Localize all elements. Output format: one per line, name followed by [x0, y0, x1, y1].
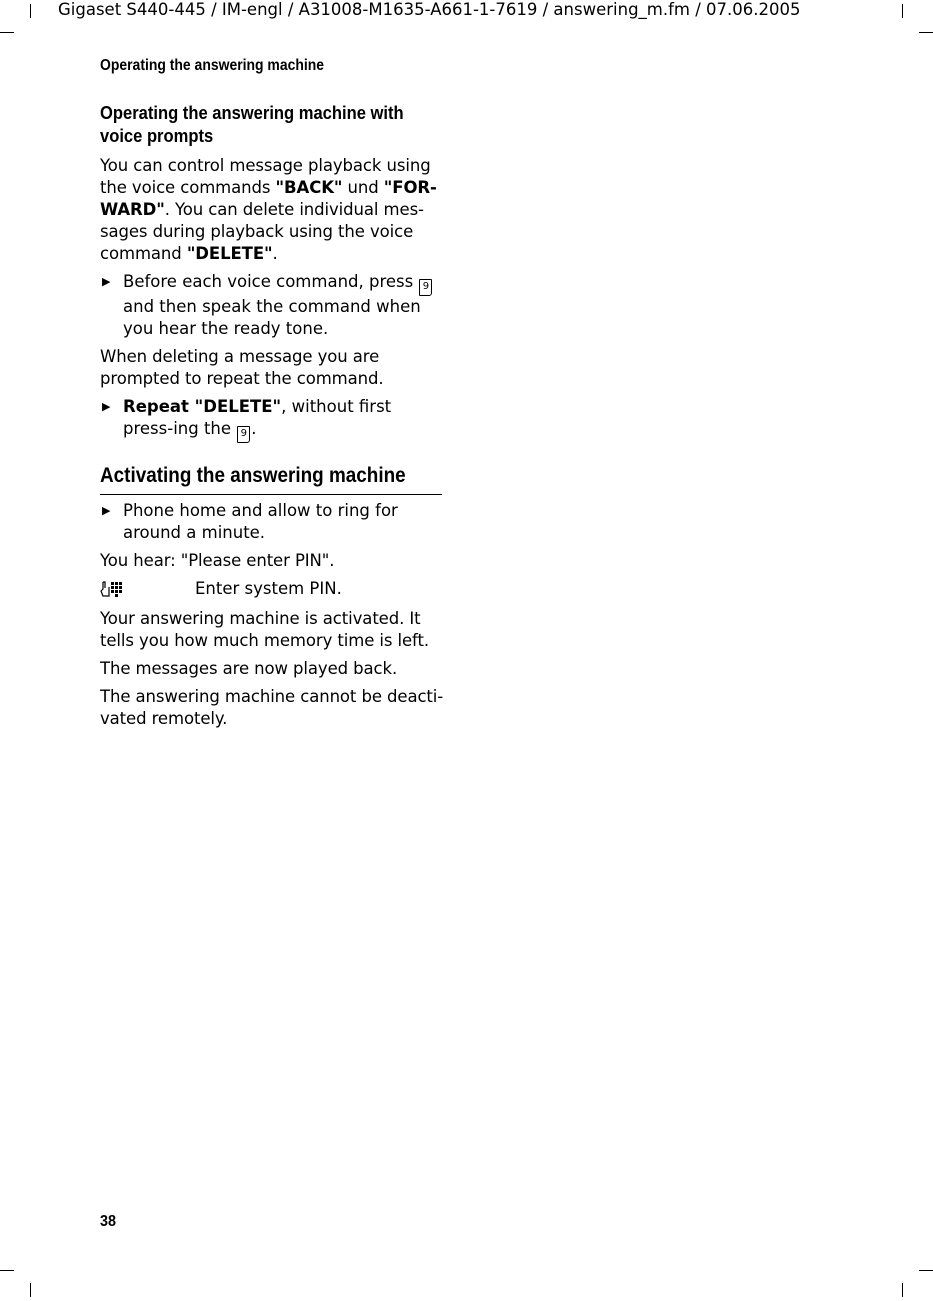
section-title-activating: Activating the answering machine	[100, 463, 442, 495]
crop-mark	[30, 1283, 31, 1297]
delete-paragraph: When deleting a message you are prompted to repeat the command.	[100, 347, 384, 388]
page-content	[100, 102, 445, 736]
pin-step-text: Enter system PIN.	[195, 579, 342, 598]
document-header: Gigaset S440-445 / IM-engl / A31008-M1635-A661-1-7619 / answering_m.fm / 07.06.2005	[58, 0, 801, 19]
crop-mark	[0, 32, 14, 33]
crop-mark	[902, 1283, 903, 1297]
command-delete: "DELETE"	[186, 244, 273, 263]
bullet-arrow-icon: ▶	[102, 400, 111, 413]
key-9-icon: 9	[237, 426, 250, 443]
crop-mark	[30, 4, 31, 18]
keypad-hand-icon	[100, 581, 124, 598]
crop-mark	[919, 32, 933, 33]
pin-prompt-paragraph: You hear: "Please enter PIN".	[100, 551, 335, 570]
list-item: ▶ Phone home and allow to ring for around a minute.	[102, 501, 398, 542]
activated-paragraph: Your answering machine is activated. It tells you how much memory time is left.	[100, 609, 429, 650]
bullet-arrow-icon: ▶	[102, 275, 111, 288]
crop-mark	[902, 4, 903, 18]
deactivate-paragraph: The answering machine cannot be deacti-vated remotely.	[100, 687, 444, 728]
command-forward: "FOR-WARD"	[100, 178, 437, 219]
crop-mark	[0, 1270, 14, 1271]
list-item: ▶ Repeat "DELETE", without first press-ing the 9 .	[100, 396, 445, 443]
bullet-arrow-icon: ▶	[102, 504, 111, 517]
list-item: ▶ Before each voice command, press 9 and then speak the command when you hear the ready tone.	[100, 271, 445, 340]
playback-paragraph: The messages are now played back.	[100, 659, 398, 678]
command-back: "BACK"	[275, 178, 343, 197]
section-title-voice-prompts: Operating the answering machine with voice prompts	[100, 103, 404, 146]
crop-mark	[919, 1270, 933, 1271]
page-number: 38	[100, 1213, 117, 1230]
section-header: Operating the answering machine	[100, 57, 325, 74]
intro-paragraph: You can control message playback using the voice commands "BACK" und "FOR-WARD". You can delete individual mes-sages during playback using the voice command "DELETE".	[100, 156, 437, 263]
key-9-icon: 9	[419, 279, 432, 296]
pin-step	[100, 578, 445, 602]
